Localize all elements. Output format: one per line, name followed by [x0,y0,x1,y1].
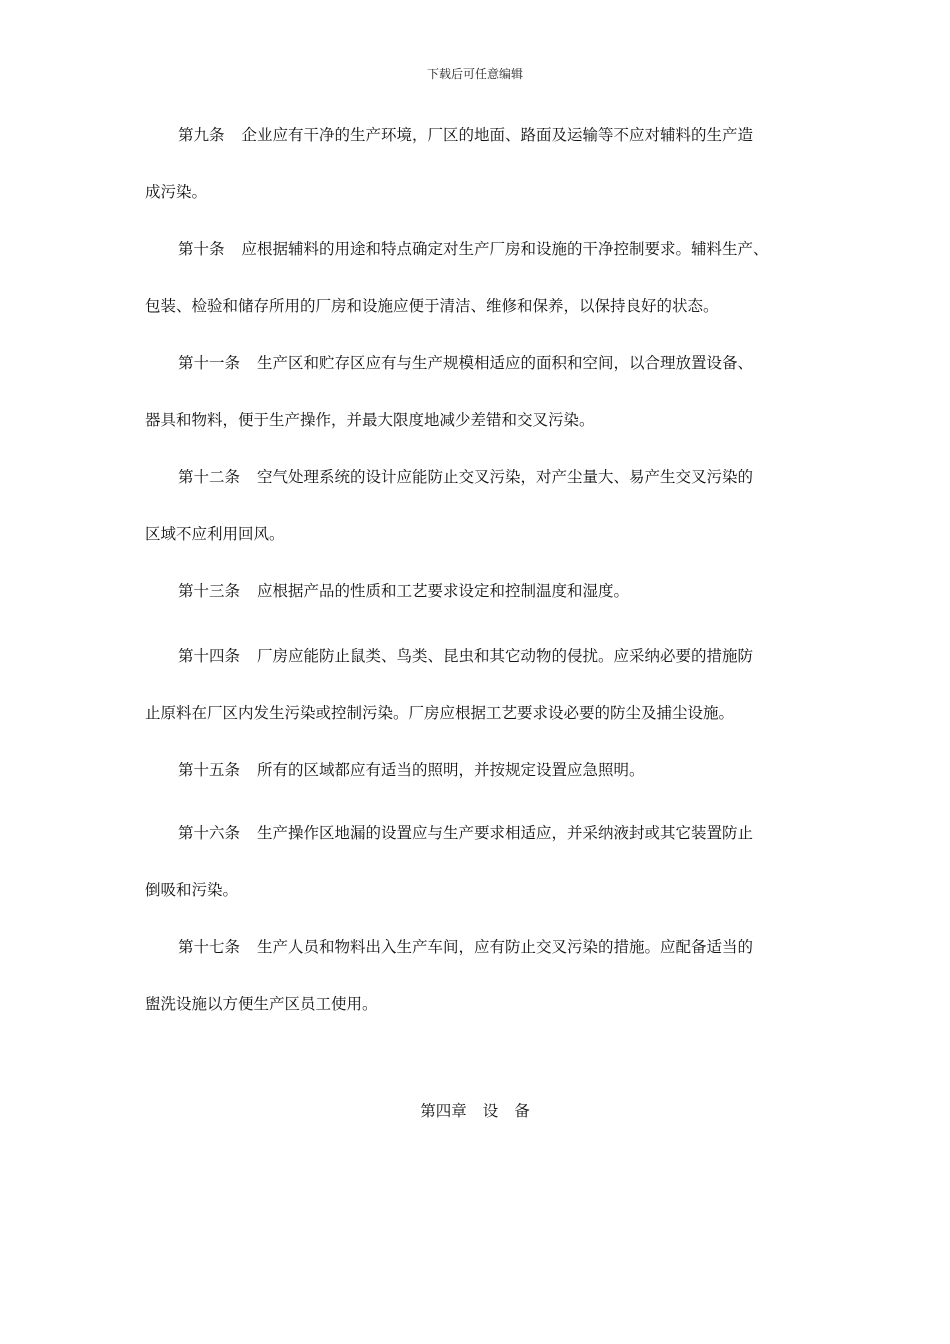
article-10 [145,221,810,335]
article-number: 第十五条 [178,761,241,779]
article-text: 生产操作区地漏的设置应与生产要求相适应，并采纳液封或其它装置防止 [257,824,754,842]
page-header: 下载后可任意编辑 [426,67,523,81]
article-number: 第十二条 [178,468,241,486]
chapter-title: 设备 [482,1102,546,1120]
article-number: 第十七条 [178,938,241,956]
article-continuation: 盥洗设施以方便生产区员工使用。 [145,995,378,1013]
article-text: 企业应有干净的生产环境，厂区的地面、路面及运输等不应对辅料的生产造 [241,126,754,144]
article-9 [145,107,810,221]
article-first-line [145,919,810,976]
article-text: 应根据产品的性质和工艺要求设定和控制温度和湿度。 [257,582,630,600]
article-text: 厂房应能防止鼠类、鸟类、昆虫和其它动物的侵扰。应采纳必要的措施防 [257,647,754,665]
article-continuation: 倒吸和污染。 [145,881,239,899]
article-continuation: 止原料在厂区内发生污染或控制污染。厂房应根据工艺要求设必要的防尘及捕尘设施。 [145,704,735,722]
article-first-line [145,221,810,278]
article-number: 第十一条 [178,354,241,372]
article-first-line [145,107,810,164]
article-16 [145,805,810,919]
article-first-line [145,449,810,506]
article-first-line [145,335,810,392]
article-17 [145,919,810,1033]
article-text: 生产区和贮存区应有与生产规模相适应的面积和空间，以合理放置设备、 [257,354,754,372]
article-continuation: 区域不应利用回风。 [145,525,285,543]
article-first-line [145,805,810,862]
article-number: 第十条 [178,240,225,258]
chapter-number: 第四章 [420,1102,467,1120]
article-number: 第九条 [178,126,225,144]
article-11 [145,335,810,449]
article-number: 第十四条 [178,647,241,665]
article-text: 所有的区域都应有适当的照明，并按规定设置应急照明。 [257,761,645,779]
article-text: 应根据辅料的用途和特点确定对生产厂房和设施的干净控制要求。辅料生产、 [241,240,769,258]
article-number: 第十六条 [178,824,241,842]
article-first-line [145,742,810,799]
article-number: 第十三条 [178,582,241,600]
article-continuation: 器具和物料，便于生产操作，并最大限度地减少差错和交叉污染。 [145,411,595,429]
article-12 [145,449,810,563]
article-14 [145,628,810,742]
article-text: 生产人员和物料出入生产车间，应有防止交叉污染的措施。应配备适当的 [257,938,754,956]
article-continuation: 包装、检验和储存所用的厂房和设施应便于清洁、维修和保养，以保持良好的状态。 [145,297,719,315]
chapter-heading [0,1099,950,1123]
article-text: 空气处理系统的设计应能防止交叉污染，对产尘量大、易产生交叉污染的 [257,468,754,486]
article-15 [145,742,810,799]
article-first-line [145,563,810,620]
article-continuation: 成污染。 [145,183,208,201]
article-13 [145,563,810,620]
article-first-line [145,628,810,685]
